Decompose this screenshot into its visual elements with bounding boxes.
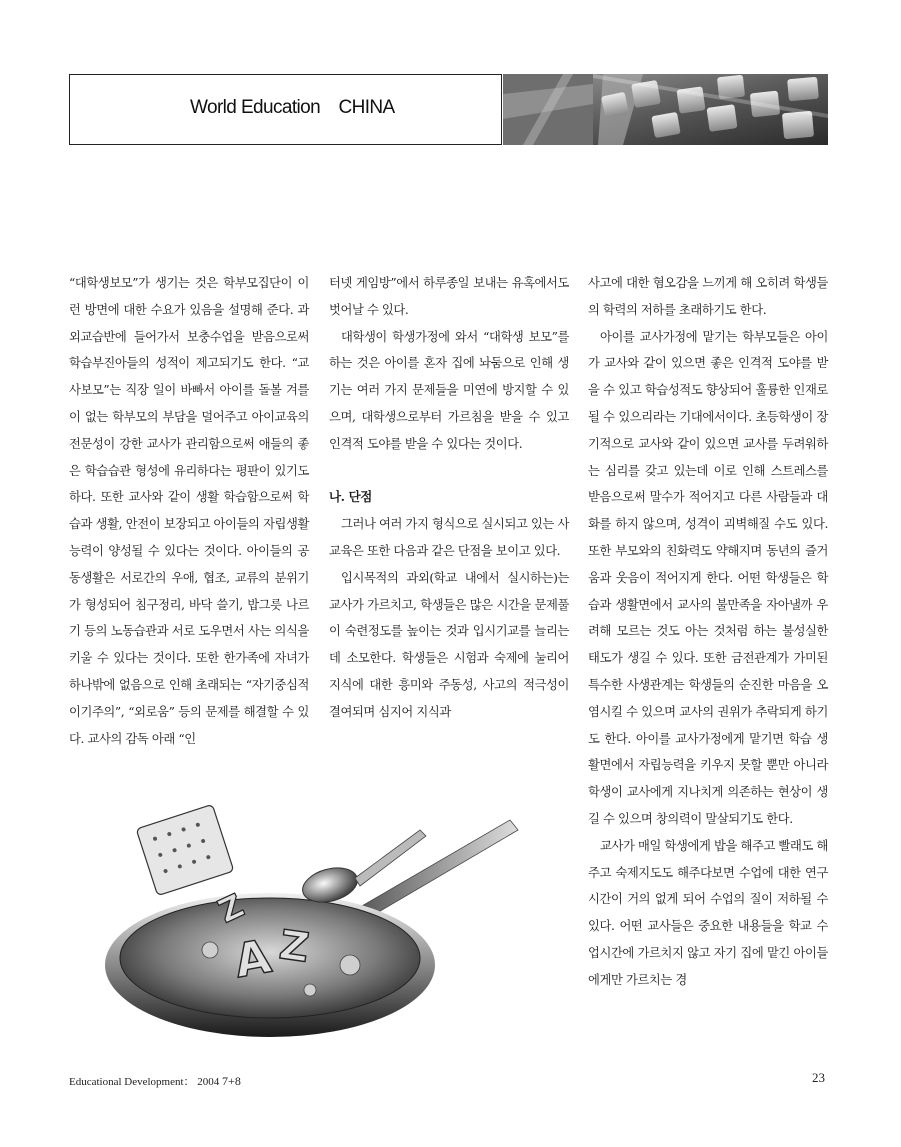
paragraph: 그러나 여러 가지 형식으로 실시되고 있는 사교육은 또한 다음과 같은 단점을 보이고 있다. xyxy=(329,517,569,558)
text-column-3 xyxy=(588,270,828,994)
paragraph: “대학생보모”가 생기는 것은 학부모집단이 이런 방면에 대한 수요가 있음을 설명해 준다. 과외교습반에 들어가서 보충수업을 받음으로써 학습부진아들의 성적이 제고되기도 한다. “교사보모”는 직장 일이 바빠서 아이를 돌볼 겨를이 없는 학부모의 부담을 덜어주고 아이교육의 전문성이 강한 교사가 관리함으로써 애들의 좋은 학습습관 형성에 유리하다는 평판이 있기도 하다. 또한 교사와 같이 생활 학습함으로써 학습과 생활, 안전이 보장되고 아이들의 자립생활능력이 양성될 수 있다는 것이다. 아이들의 공동생활은 서로간의 우애, 협조, 교류의 분위기가 형성되어 침구정리, 바닥 쓸기, 밥그릇 나르기 등의 노동습관과 서로 도우면서 사는 의식을 키울 수 있다는 것이다. 또한 한가족에 자녀가 하나밖에 없음으로 인해 초래되는 “자기중심적 이기주의”, “외로움” 등의 문제를 해결할 수 있다. 교사의 감독 아래 “인 xyxy=(69,276,309,746)
text-column-1 xyxy=(69,270,309,752)
footer-journal xyxy=(69,1073,241,1089)
journal-name: Educational Development： xyxy=(69,1076,195,1088)
pan-alphabet-illustration xyxy=(100,800,520,1040)
paragraph: 사고에 대한 혐오감을 느끼게 해 오히려 학생들의 학력의 저하를 초래하기도 한다. xyxy=(588,276,828,317)
section-heading: 나. 단점 xyxy=(329,489,372,505)
paragraph: 대학생이 학생가정에 와서 “대학생 보모”를 하는 것은 아이를 혼자 집에 놔둠으로 인해 생기는 여러 가지 문제들을 미연에 방지할 수 있으며, 대학생으로부터 가르침을 받을 수 있고 인격적 도야를 받을 수 있다는 것이다. xyxy=(329,329,569,451)
text-column-2 xyxy=(329,270,569,726)
paragraph: 아이를 교사가정에 맡기는 학부모들은 아이가 교사와 같이 있으면 좋은 인격적 도야를 받을 수 있고 학습성적도 향상되어 훌륭한 인재로 될 수 있으리라는 기대에서이다. 초등학생이 장기적으로 교사와 같이 있으면 교사를 두려워하는 심리를 갖고 있는데 이로 인해 스트레스를 받음으로써 말수가 적어지고 다른 사람들과 대화를 하지 않으며, 성격이 괴벽해질 수도 있다. 또한 부모와의 친화력도 약해지며 동년의 즐거움과 웃음이 적어지게 한다. 어떤 학생들은 학습과 생활면에서 교사의 불만족을 자아낼까 우려해 모르는 것도 아는 것처럼 하는 불성실한 태도가 생길 수 있다. 또한 금전관계가 가미된 특수한 사생관계는 학생들의 순진한 마음을 오염시킬 수 있으며 교사의 권위가 추락되게 하기도 한다. 아이를 교사가정에게 맡기면 학습 생활면에서 자립능력을 키우지 못할 뿐만 아니라 학생이 교사에게 지나치게 의존하는 현상이 생길 수 있으며 창의력이 말살되기도 한다. xyxy=(588,329,828,826)
page-number: 23 xyxy=(812,1070,825,1085)
header-keyboard-photo xyxy=(503,74,828,145)
journal-issue: 7+8 xyxy=(222,1074,241,1088)
paragraph: 터넷 게임방”에서 하루종일 보내는 유혹에서도 벗어날 수 있다. xyxy=(329,276,569,317)
section-title: World Education CHINA xyxy=(190,97,395,118)
pan-letter: Z xyxy=(212,886,250,931)
header-title-box xyxy=(69,74,502,145)
paragraph: 입시목적의 과외(학교 내에서 실시하는)는 교사가 가르치고, 학생들은 많은 시간을 문제풀이 숙련정도를 높이는 것과 입시기교를 늘리는데 소모한다. 학생들은 시험과 숙제에 눌리어 지식에 대한 흥미와 주동성, 사고의 적극성이 결여되며 심지어 지식과 xyxy=(329,570,569,719)
journal-year: 2004 xyxy=(197,1076,220,1088)
pan-letter: A xyxy=(230,928,275,989)
pan-letter: Z xyxy=(276,922,312,972)
paragraph: 교사가 매일 학생에게 밥을 해주고 빨래도 해주고 숙제지도도 해주다보면 수업에 대한 연구시간이 거의 없게 되어 수업의 질이 저하될 수 있다. 어떤 교사들은 중요한 내용들을 학교 수업시간에 가르치지 않고 자기 집에 맡긴 아이들에게만 가르치는 경 xyxy=(588,838,828,987)
